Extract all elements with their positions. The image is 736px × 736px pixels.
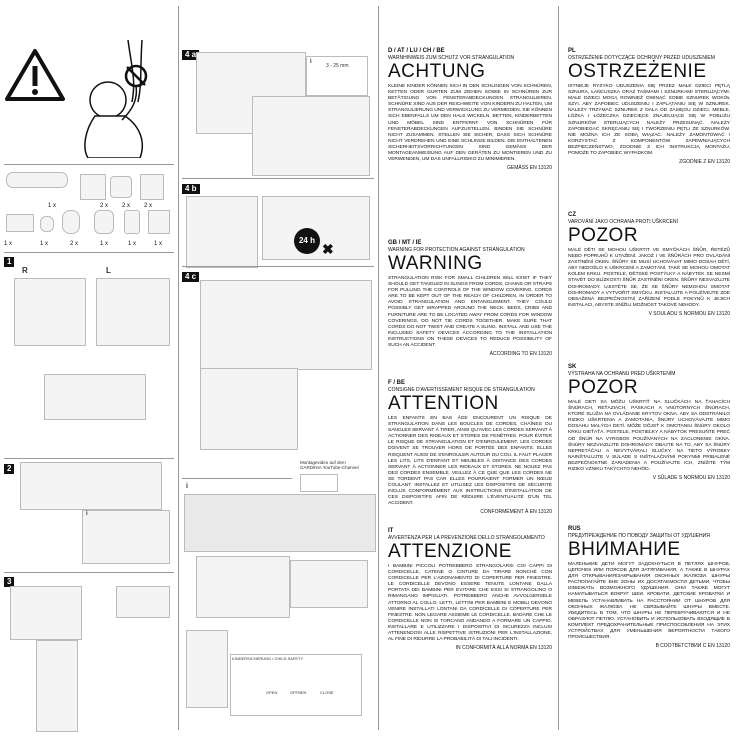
blind-closed-illustration [196, 556, 290, 618]
warning-body: LES ENFANTS EN BAS ÂGE ENCOURENT UN RISQUE DE STRANGULATION DANS LES BOUCLES DE CORDES, CHAÎNES OU SANGLES SERVANT À TIRER, AINSI QU'AVEC LES CORDES SERVANT À ACTIONNER DES RIDEAUX ET STORES DE FENÊTRES. POUR ÉVITER LE RISQUE DE STRANGULATION ET D'ENROULEMENT, LES CORDES DOIVENT SE TROUVER HORS DE PORTÉE DES ENFANTS. ELLES RISQUENT AUSSI DE S'ENROULER AUTOUR DU COU. IL FAUT PLACER LES LITS, LITS D'ENFANT ET MEUBLES À DISTANCE DES CORDES SERVANT À ACTIONNER LES RIDEAUX ET STORES. NE NOUEZ PAS DES CORDES ENSEMBLE. VEILLEZ À CE QUE QUE LES CORDES NE SE TORDENT PAS CAR ELLES POURRAIENT FORMER UN NŒUD COULANT. INSTALLEZ ET UTILISEZ LES DISPOSITIFS DE SÉCURITÉ INCLUS CONFORMÉMENT AUX INSTRUCTIONS D'INSTALLATION DE CES DISPOSITIFS AFIN DE RÉDUIRE L'ÉVENTUALITÉ D'UN TEL ACCIDENT. [388, 416, 552, 507]
warning-subtitle: VÝSTRAHA NA OCHRANU PRED UŠKRTENÍM [568, 371, 676, 377]
hook-part [124, 210, 140, 234]
step-1-label: 1 [4, 257, 14, 267]
child-safety-label: KINDERSICHERUNG / CHILD SAFETY [232, 656, 304, 661]
warning-country-code: D / AT / LU / CH / BE [388, 48, 445, 54]
bracket-part [80, 174, 106, 200]
part-quantity: 1 x [100, 241, 109, 247]
warning-body: МАЛЕНЬКИЕ ДЕТИ МОГУТ ЗАДОХНУТЬСЯ В ПЕТЛЯХ ШНУРОВ, ЦЕПОЧЕК ИЛИ ПОЯСОВ ДЛЯ ЗАТЯГИВАНИЯ, А ТАКЖЕ В ШНУРАХ ДЛЯ ОТКРЫВАНИЯ/ЗАКРЫВАНИЯ ОКОННЫХ ЖАЛЮЗИ. ШНУРЫ РАСПОЛАГАЙТЕ ВНЕ ЗОНЫ ИХ ДОСЯГАЕМОСТИ ДЕТЬМИ, ЧТОБЫ ИЗБЕЖАТЬ ВОЗМОЖНОГО УДУШЕНИЯ. ОНИ ТАКЖЕ МОГУТ НАМАТЫВАТЬСЯ ВОКРУГ ШЕИ. КРОВАТИ, ДЕТСКИЕ КРОВАТКИ И МЕБЕЛЬ УСТАНАВЛИВАТЬ НА РАССТОЯНИИ ОТ ШНУРОВ ДЛЯ ОКОННЫХ ЖАЛЮЗИ. НЕ СВЯЗЫВАЙТЕ ШНУРЫ ВМЕСТЕ. УБЕДИТЕСЬ В ТОМ, ЧТО ШНУРЫ НЕ ПЕРЕКРУЧИВАЮТСЯ И НЕ ОБРАЗУЮТ ПЕТЛЮ. УСТАНОВИТЬ И ИСПОЛЬЗОВАТЬ ВХОДЯЩИЕ В КОМПЛЕКТ ПРЕДОХРАНИТЕЛЬНЫЕ ПРИСПОСОБЛЕНИЯ НА ЭТИХ УСТРОЙСТВАХ ДЛЯ УМЕНЬШЕНИЯ ВЕРОЯТНОСТИ ТАКОГО ПРОИСШЕСТВИЯ. [568, 562, 730, 641]
roller-tube-part [6, 172, 68, 188]
measure-box [306, 56, 368, 96]
warning-body: MALÉ DETI SA MÔŽU UŠKRTIŤ NA SLUČKÁCH NA ŤAHACÍCH ŠNÚRACH, REŤAZIACH, PÁSKACH A VNÚTORNÝCH ŠNÚRACH, KTORÉ SLÚŽIA NA OVLÁDANIE KRYTOV OKNA. ABY SA ODSTRÁNILO RIZIKO UŠKRTENIA A ZAMOTANIA, ŠNÚRY UCHOVÁVAJTE MIMO DOSAHU MALÝCH DETÍ. MÔŽE DÔJSŤ K OMOTANIU ŠNÚRY OKOLO KRKU DIEŤAŤA. POSTELE, POSTIEĽKY A NÁBYTOK PRESUŇTE PREČ OD ŠNÚR NA VYROBOK POUŽÍVANÝCH NA ZACLONENIE OKNA. ŠNÚRY NEZVIAZUJTE DOHROMADY. DBAJTE NA TO, ABY SA ŠNÚRY NEPRETÁČALI A NEVYTVÁRALI SLUČKY. NA TIETO VÝROBKY NAINŠTALUJTE V SÚLADE S INŠTALAČNÝMI POKYNMI PRIBALENÉ BEZPEČNOSTNÉ ZARIADENIA A POUŽÍVAJTE ICH, ZNÍŽITE TÝM RIZIKO VZNIKU TAKÝCHTO NEHÔD. [568, 400, 730, 473]
wedge-part [6, 214, 34, 232]
step-4b-label: 4 b [182, 184, 200, 194]
part-quantity: 1 x [128, 241, 137, 247]
left-label: L [106, 266, 111, 275]
warning-title: POZOR [568, 377, 639, 398]
step-4b-window-illustration [262, 196, 370, 260]
child-with-cord-illustration [70, 40, 170, 158]
cassette-info-illustration [184, 494, 376, 552]
part-quantity: 2 x [122, 203, 131, 209]
chain-tensioner-part [62, 210, 80, 234]
close-label: CLOSE [320, 690, 334, 695]
warning-title: OSTRZEŻENIE [568, 61, 707, 82]
warning-standard: GEMÄSS EN 13120 [506, 165, 552, 172]
warning-standard: В СООТВЕТСТВИИ С EN 13120 [655, 643, 730, 650]
warning-country-code: SK [568, 364, 577, 370]
cross-icon: ✖ [322, 241, 334, 257]
warning-body: KLEINE KINDER KÖNNEN SICH IN DEN SCHLINGEN VON SCHNÜREN, KETTEN ODER GURTEN ZUM ZIEHEN SOWIE IN SCHNÜREN ZUR BETÄTIGUNG VON FENSTERABDECKUNGEN STRANGULIEREN. SCHNÜRE SIND AUS DER REICHWEITE VON KINDERN ZU HALTEN, UM STRANGULIERUNG UND VERWICKLUNG ZU VERMEIDEN. SIE KÖNNEN SICH EBENFALLS UM DEN HALS WICKELN. BETTEN, KINDERBETTEN UND MÖBEL SIND ENTFERNT VON SCHNÜREN FÜR FENSTERABDECKUNGEN AUFZUSTELLEN. BINDEN SIE SCHNÜRE NICHT ZUSAMMEN. STELLEN SIE SICHER, DASS SICH SCHNÜRE NICHT VERDREHEN UND EINE SCHLINGE BILDEN. DIE ENTHALTENEN SICHERHEITSVORRICHTUNGEN SIND GEMÄSS DER MONTAGEANWEISUNG AUF DEN GERÄTEN ZU MONTIEREN UND ZU VERWENDEN, UM DAS UNFALLRISIKO ZU MINIMIEREN. [388, 84, 552, 163]
video-notice-text: Montagevideo auf dem GARDINIA YouTube-Channel [300, 460, 359, 470]
dowel-part [40, 216, 54, 232]
step-2-label: 2 [4, 464, 14, 474]
step-1-detail-illustration [44, 374, 146, 420]
warning-block-sk [568, 364, 730, 481]
part-quantity: 2 x [70, 241, 79, 247]
step-3-label: 3 [4, 577, 14, 587]
cure-time-badge: 24 h [294, 228, 320, 254]
section-divider [182, 478, 292, 479]
warning-block-fr [388, 380, 552, 515]
section-divider [4, 458, 174, 459]
clamp-part [140, 174, 164, 200]
warning-title: ACHTUNG [388, 61, 486, 82]
warning-country-code: IT [388, 528, 394, 534]
column-divider [378, 6, 379, 730]
warning-title: ATTENTION [388, 393, 499, 414]
step-2-detail-illustration [82, 510, 170, 564]
step-3-check-illustration [116, 586, 170, 618]
info-label: i [186, 483, 188, 490]
cover-part [148, 210, 170, 234]
warning-country-code: CZ [568, 212, 576, 218]
warning-standard: IN CONFORMITÀ ALLA NORMA EN 13120 [455, 645, 552, 652]
warning-subtitle: AVVERTENZA PER LA PREVENZIONE DELLO STRANGOLAMENTO [388, 535, 545, 541]
right-label: R [22, 266, 28, 275]
step-1-left-illustration [96, 278, 170, 346]
part-quantity: 2 x [144, 203, 153, 209]
warning-block-gb [388, 240, 552, 357]
step-4a-window-illustration [252, 96, 370, 176]
step-3-illustration [10, 586, 82, 640]
warning-country-code: RUS [568, 526, 581, 532]
section-divider [182, 178, 374, 179]
step-4b-illustration [186, 196, 258, 268]
info-label: i [86, 511, 88, 517]
measure-text: 3 - 25 mm [326, 63, 349, 69]
warning-subtitle: WARNING FOR PROTECTION AGAINST STRANGULATION [388, 247, 525, 253]
column-divider [178, 6, 179, 730]
qr-code-icon [300, 474, 338, 492]
part-quantity: 1 x [4, 241, 13, 247]
part-quantity: 1 x [154, 241, 163, 247]
part-quantity: 2 x [100, 203, 109, 209]
cord-cleat-part [94, 210, 114, 234]
end-cap-part [110, 176, 132, 198]
warning-subtitle: VAROVÁNÍ JAKO OCHRANA PROTI UŠKRCENÍ [568, 219, 678, 225]
warning-body: ISTNIEJE RYZYKO UDUSZENIA SIĘ PRZEZ MAŁE DZIECI PĘTLĄ SZNURA, ŁAŃCUSZKA ORAZ TAŚMAMI I SZNURKAMI STERUJĄCYMI. MAŁE DZIECI MOGĄ ROWNIEŻ OWINĄĆ SOBIE SZNUREK WOKÓŁ SZYI. ABY ZAPOBIEC UDUSZENIU I ZAPLĄTANIU SIĘ W SZNUREK, NALEŻY TRZYMAĆ SZNUREK Z DALA OD ZASIĘGU DZIECI. MEBLE, ŁÓŻKA I ŁÓŻECZKA DZIECIĘCE ZNAJDUJĄCE SIĘ W POBLIŻU SZNURKÓW STERUJĄCYCH NALEŻY PRZESUNĄĆ. NALEŻY ZAPOBIEGAĆ SKRĘCANIU SIĘ I TWORZENIU PĘTLI ZE SZNURKÓW. NIE MOŻNA ICH ZE SOBĄ WIĄZAĆ. NALEŻY ZAMONTOWAĆ I KORZYSTAĆ Z KOMPONENTÓW ZAPEWNIAJĄCYCH BEZPIECZEŃSTWO, ZGODNIE Z ICH INSTRUKCJĄ MONTAŻU, POMOŻE TO ZAPOBIEC WYPADKOM. [568, 84, 730, 157]
warning-standard: CONFORMÉMENT À EN 13120 [480, 509, 552, 516]
warning-subtitle: ПРЕДУПРЕЖДЕНИЕ ПО ПОВОДУ ЗАЩИТЫ ОТ УДУШЕНИЯ [568, 533, 710, 539]
section-divider [4, 572, 174, 573]
section-divider [4, 164, 174, 165]
warning-standard: V SÚLADE S NORMOU EN 13120 [652, 475, 730, 482]
step-1-right-illustration [14, 278, 86, 346]
warning-body: I BAMBINI PICCOLI POTREBBERO STRANGOLARSI COI CAPPI DI CORDICELLE, CATENE O CINTURE DA TIRARE NONCHÉ CON CORDICELLE PER L'AZIONAMENTO DI COPERTURE PER FINESTRE. LE CORDICELLE DEVONO ESSERE TENUTE LONTANE DALLA PORTATA DEI BAMBINI PER EVITARE CHE ESSI SI STRANGOLINO O RIMANGANO IMPIGLIATI. POTREBBERO ANCHE AVVOLGERSELE ATTORNO AL COLLO. LETTI, LETTINI PER BAMBINI E MOBILI DEVONO VENIRE INSTALLATI LONTANI DA CORDICELLE DI COPERTURE PER FINESTRE. NON LEGARE ASSIEME LE CORDICELLE. BADARE CHE LE CORDICELLE NON SI TORCANO ANDANDO A FORMARE UN CAPPIO. INSTALLARE E UTILIZZARE I DISPOSITIVI DI SICUREZZA INCLUSI ATTENENDOSI ALLE RISPETTIVE ISTRUZIONI PER L'INSTALLAZIONE, AL FINE DI RIDURRE LA PROBABILITÀ DI TALI INCIDENTI. [388, 564, 552, 643]
column-divider [558, 6, 559, 730]
step-4c-label: 4 c [182, 272, 199, 282]
warning-title: WARNING [388, 253, 483, 274]
warning-standard: ZGODNIE Z EN 13120 [679, 159, 730, 166]
warning-subtitle: CONSIGNE D'AVERTISSEMENT RISQUE DE STRANGULATION [388, 387, 535, 393]
warning-standard: V SOULADU S NORMOU EN 13120 [648, 310, 730, 317]
roller-blind-illustration [200, 368, 298, 450]
warning-body: MALÉ DĚTI SE MOHOU UŠKRTIT VE SMYČKÁCH ŠŇŮR, ŘETĚZŮ NEBO POPRUHŮ K UTAŽENÍ, JAKOŽ I VE ŠŇŮRÁCH PRO OVLÁDÁNÍ ZASTÍNĚNÍ OKEN. ŠŇŮRY SE MUSÍ UCHOVÁVAT MIMO DOSAH DĚTÍ, ABY NEDOŠLO K UŠKRCENÍ A ZAMOTÁNÍ. TAKÉ SE MOHOU OMOTAT KOLEM KRKU. POSTELE, DĚTSKÉ POSTÝLKY A NÁBYTEK SE NESMÍ STAVĚT DO BLÍZKOSTI ŠŇŮR ZASTÍNĚNÍ OKEN. ŠŇŮRY NESVAZUJTE DOHROMADY. UJISTĚTE SE, ŽE SE ŠŇŮRY NEMOHOU SMOTAT DOHROMADY A VYTVOŘIT SMYČKU. INSTALUJTE A POUŽÍVEJTE ZDE OBSAŽENÁ BEZPEČNOSTNÍ ZAŘÍZENÍ PODLE POKYNŮ K JEJICH INSTALACI, ABYSTE SNÍŽILI MOŽNOST TAKOVÉ NEHODY. [568, 248, 730, 308]
info-label: i [310, 59, 312, 65]
chain-weight-illustration [36, 640, 78, 732]
warning-country-code: F / BE [388, 380, 406, 386]
warning-body: STRANGULATION RISK FOR SMALL CHILDREN WILL EXIST IF THEY SHOULD GET TANGLED IN SLINGS FROM CORDS, CHAINS OR STRAPS FOR PULLING THE CONTROLS OF THE WINDOW COVERING. CORDS ARE TO BE KEPT OUT OF THE REACH OF CHILDREN, IN ORDER TO AVOID STRANGULATION AND ENTANGLEMENT. THEY COULD POSSIBLY GET WRAPPED AROUND THE NECK. BEDS, CRIBS AND FURNITURE ARE TO BE LOCATED AWAY FROM CORDS FOR WINDOW COVERINGS. DO NOT TIE CORDS TOGETHER. MAKE SURE THAT CORDS DO NOT TWIST AND CREATE A SLING. INSTALL AND USE THE INCLUDED SAFETY DEVICES ACCORDING TO THE INSTALLATION INSTRUCTIONS ON THESE DEVICES TO REDUCE POSSIBILITY OF SUCH AN ACCIDENT. [388, 276, 553, 349]
warning-block-de [388, 48, 552, 171]
warning-block-cz [568, 212, 730, 317]
warning-block-pl [568, 48, 730, 165]
warning-title: POZOR [568, 225, 639, 246]
warning-title: ATTENZIONE [388, 541, 512, 562]
part-quantity: 1 x [48, 203, 57, 209]
offnen-label: OFFNEN [290, 690, 307, 695]
warning-subtitle: WARNHINWEIS ZUM SCHUTZ VOR STRANGULATION [388, 55, 515, 61]
section-divider [182, 266, 374, 267]
part-quantity: 1 x [40, 241, 49, 247]
warning-country-code: GB / MT / IE [388, 240, 422, 246]
chain-tie-illustration [186, 630, 228, 708]
open-label: OPEN [266, 690, 278, 695]
cord-check-illustration [290, 560, 368, 608]
warning-triangle-icon [4, 48, 66, 102]
step-2-illustration [20, 462, 162, 510]
child-safety-box [230, 654, 362, 716]
step-4a-label: 4 a [182, 50, 199, 60]
warning-subtitle: OSTRZEŻENIE DOTYCZĄCE OCHRONY PRZED UDUSZENIEM [568, 55, 715, 61]
warning-title: ВНИМАНИЕ [568, 539, 681, 560]
warning-standard: ACCORDING TO EN 13120 [489, 351, 552, 358]
warning-block-ru [568, 526, 730, 649]
section-divider [4, 252, 174, 253]
warning-block-it [388, 528, 552, 651]
step-4c-illustration [200, 280, 372, 370]
warning-country-code: PL [568, 48, 576, 54]
